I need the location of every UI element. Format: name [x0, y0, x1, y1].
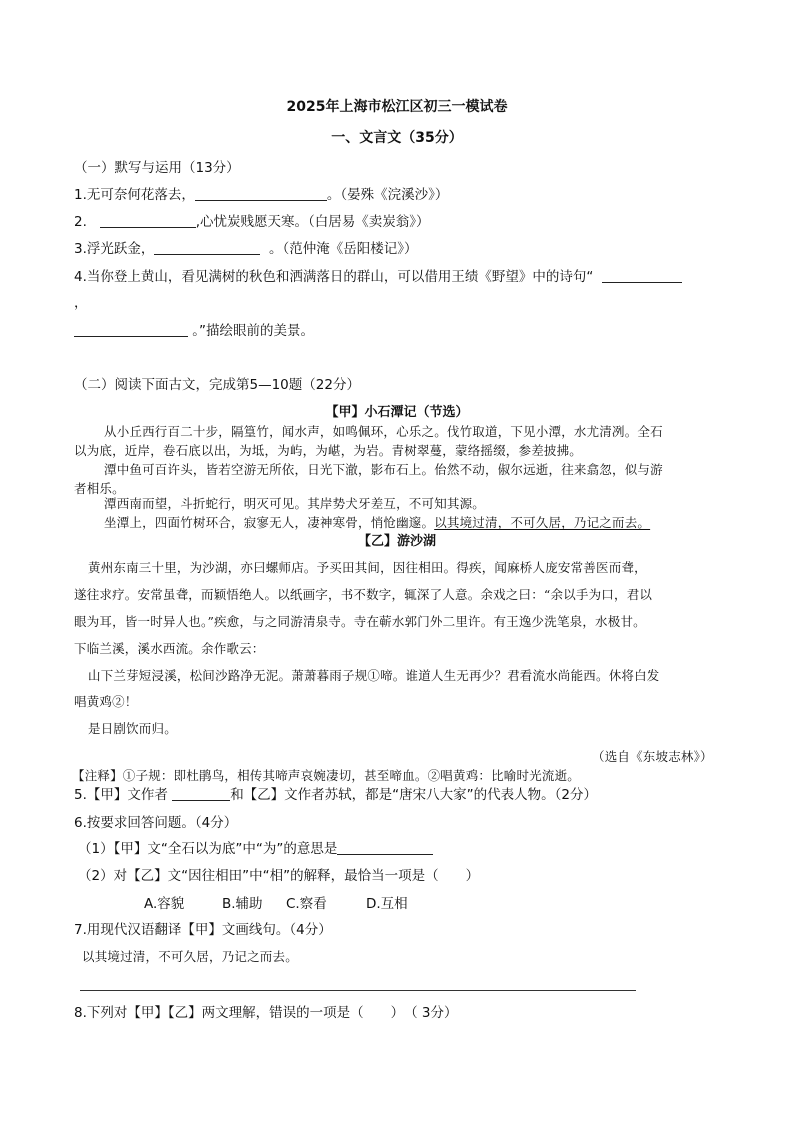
- q7-quote: 以其境过清，不可久居，乃记之而去。: [82, 949, 298, 964]
- question-6-1: [78, 840, 433, 858]
- question-6-2: （2）对【乙】文“因往相田”中“相”的解释，最恰当一项是（ ）: [78, 868, 480, 884]
- option-b[interactable]: B.辅助: [222, 896, 263, 912]
- passage-yi-line: 黄州东南三十里，为沙湖，亦曰螺师店。予买田其间，因往相田。得疾，闻麻桥人庞安常善医而聋，: [88, 560, 647, 575]
- q5-text: 5.【甲】文作者: [74, 787, 168, 803]
- answer-blank[interactable]: [172, 787, 230, 801]
- q1-source: 。（晏殊《浣溪沙》）: [326, 187, 449, 203]
- q1-text: 1.无可奈何花落去，: [74, 187, 195, 203]
- q4-comma: ，: [74, 295, 88, 311]
- question-5: [74, 786, 597, 804]
- q2-text: ,心忧炭贱愿天寒。（白居易《卖炭翁》）: [195, 214, 430, 230]
- q4-text: 4.当你登上黄山，看见满树的秋色和洒满落日的群山，可以借用王绩《野望》中的诗句“: [74, 269, 594, 285]
- passage-jia-line: 潭西南而望，斗折蛇行，明灭可见。其岸势犬牙差互，不可知其源。: [104, 496, 486, 511]
- passage-jia-text: 坐潭上，四面竹树环合，寂寥无人，凄神寒骨，悄怆幽邃。: [104, 515, 435, 530]
- passage-yi-line: 眼为耳，皆一时异人也。”疾愈，与之同游清泉寺。寺在蕲水郭门外二里许。有王逸少洗笔泉，水极甘。: [74, 614, 646, 629]
- answer-line[interactable]: [80, 990, 636, 991]
- question-4: [74, 268, 682, 286]
- annotation-note: 【注释】①子规：即杜鹃鸟，相传其啼声哀婉凄切，甚至啼血。②唱黄鸡：比喻时光流逝。: [72, 768, 581, 783]
- q4-end: 。”描绘眼前的美景。: [192, 323, 315, 339]
- passage-jia-line: 从小丘西行百二十步，隔篁竹，闻水声，如鸣佩环，心乐之。伐竹取道，下见小潭，水尤清冽。全石: [104, 424, 663, 439]
- passage-yi-title: 【乙】游沙湖: [357, 534, 436, 549]
- q5-text-cont: 和【乙】文作者苏轼，都是“唐宋八大家”的代表人物。（2分）: [230, 787, 598, 803]
- passage-jia-title: 【甲】小石潭记（节选）: [325, 405, 469, 420]
- passage-source: （选自《东坡志林》）: [592, 749, 713, 764]
- passage-yi-line: 山下兰芽短浸溪，松间沙路净无泥。萧萧暮雨子规①啼。谁道人生无再少？君看流水尚能西。休将白发: [88, 668, 660, 683]
- answer-blank[interactable]: [74, 323, 188, 337]
- option-c[interactable]: C.察看: [286, 896, 327, 912]
- option-a[interactable]: A.容貌: [144, 896, 185, 912]
- underlined-sentence: 以其境过清，不可久居，乃记之而去。: [434, 515, 651, 530]
- q6-1-text: （1）【甲】文“全石以为底”中“为”的意思是: [78, 841, 338, 857]
- question-4-cont: [74, 322, 314, 340]
- answer-blank[interactable]: [337, 841, 433, 855]
- passage-yi-line: 是日剧饮而归。: [88, 721, 177, 736]
- answer-blank[interactable]: [100, 214, 196, 228]
- q3-text: 3.浮光跃金，: [74, 241, 155, 257]
- answer-blank[interactable]: [195, 187, 327, 201]
- q2-number: 2.: [74, 214, 87, 230]
- section-heading: 一、文言文（35分）: [331, 130, 463, 146]
- question-7: 7.用现代汉语翻译【甲】文画线句。（4分）: [74, 922, 332, 938]
- answer-blank[interactable]: [154, 241, 260, 255]
- page-title: 2025年上海市松江区初三一模试卷: [286, 99, 508, 115]
- question-1: [74, 186, 448, 204]
- passage-yi-line: 唱黄鸡②！: [74, 694, 138, 709]
- passage-yi-line: 下临兰溪，溪水西流。余作歌云：: [74, 641, 265, 656]
- part2-heading: （二）阅读下面古文，完成第5—10题（22分）: [74, 377, 360, 393]
- passage-yi-line: 遂往求疗。安常虽聋，而颖悟绝人。以纸画字，书不数字，辄深了人意。余戏之曰：“余以手为口，君以: [74, 587, 653, 602]
- question-8: 8.下列对【甲】【乙】两文理解，错误的一项是（ ） （ 3分）: [74, 1005, 458, 1021]
- question-6: 6.按要求回答问题。（4分）: [74, 815, 238, 831]
- passage-jia-line: [104, 514, 650, 532]
- part1-heading: （一）默写与运用（13分）: [74, 160, 240, 176]
- passage-jia-line: 者相乐。: [74, 481, 125, 496]
- question-3: [74, 240, 417, 258]
- passage-jia-line: 以为底，近岸，卷石底以出，为坻，为屿，为嵁，为岩。青树翠蔓，蒙络摇缀，参差披拂。: [74, 443, 583, 458]
- answer-blank[interactable]: [602, 269, 682, 283]
- q3-source: 。（范仲淹《岳阳楼记》）: [268, 241, 418, 257]
- passage-jia-line: 潭中鱼可百许头，皆若空游无所依，日光下澈，影布石上。佁然不动，俶尔远逝，往来翕忽，似与游: [104, 462, 663, 477]
- option-d[interactable]: D.互相: [366, 896, 408, 912]
- question-2: [74, 213, 430, 231]
